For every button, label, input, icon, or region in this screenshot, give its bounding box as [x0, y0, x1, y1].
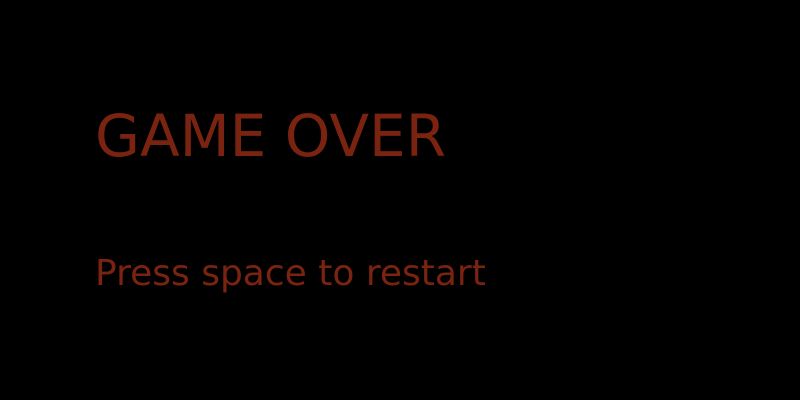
- game-over-title: GAME OVER: [95, 102, 447, 170]
- restart-prompt: Press space to restart: [95, 253, 486, 294]
